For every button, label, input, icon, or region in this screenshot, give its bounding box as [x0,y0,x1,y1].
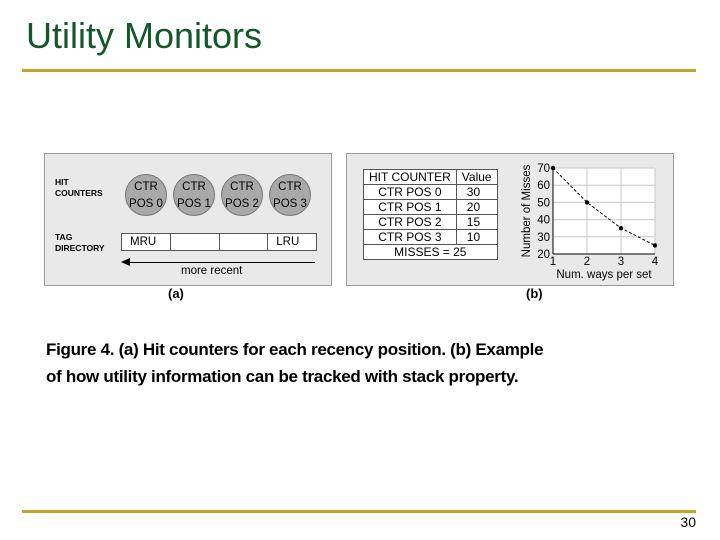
table-cell: 30 [456,185,497,200]
tag-cell [171,234,220,250]
tag-cell [220,234,269,250]
sub-label-a: (a) [168,286,184,301]
table-footer-row [364,245,498,260]
tag-cell-mru: MRU [122,234,171,250]
caption-line: Figure 4. (a) Hit counters for each recency position. (b) Example [46,340,544,359]
table-row [364,230,498,245]
counter-label: CTR [278,181,302,193]
hit-counters-label-line: HIT [55,177,69,187]
table-cell: CTR POS 0 [364,185,457,200]
tag-directory-label-line: TAG [55,232,73,242]
plot-area [553,168,655,254]
x-axis-label: Num. ways per set [556,269,652,281]
x-tick-label: 4 [651,256,659,268]
counter-label: POS 3 [273,198,307,210]
caption-line: of how utility information can be tracked with stack property. [46,367,519,386]
table-header: HIT COUNTER [364,170,457,185]
counter-pos-3 [269,174,311,216]
more-recent-label: more recent [181,265,243,277]
table-cell: CTR POS 1 [364,200,457,215]
hit-counter-table [363,169,498,260]
figure-caption [46,336,666,390]
y-tick-label: 20 [537,249,550,261]
tag-directory-label-line: DIRECTORY [55,243,105,253]
table-header-row [364,170,498,185]
counter-pos-2 [221,174,263,216]
table-cell: CTR POS 3 [364,230,457,245]
counter-pos-1 [173,174,215,216]
data-point [619,226,623,230]
counter-label: POS 1 [177,198,211,210]
table-header: Value [456,170,497,185]
panel-a [44,153,332,286]
y-tick-label: 50 [537,197,550,210]
y-tick-label: 60 [537,180,550,193]
page-number: 30 [680,514,696,530]
table-cell: CTR POS 2 [364,215,457,230]
data-point [585,200,589,204]
x-tick-label: 3 [617,256,625,268]
data-point [653,243,657,247]
panel-b [346,153,674,286]
arrow-line [129,262,315,263]
y-tick-label: 30 [537,231,550,244]
table-cell: 10 [456,230,497,245]
table-cell: 20 [456,200,497,215]
counter-label: CTR [134,181,158,193]
tag-directory-label [55,232,105,254]
tag-directory [121,233,317,251]
table-row [364,200,498,215]
slide-title: Utility Monitors [26,15,263,56]
sub-label-b: (b) [526,286,543,301]
counter-label: POS 2 [225,198,259,210]
data-point [551,166,555,170]
y-axis-label: Number of Misses [521,164,533,258]
hit-counters-label-line: COUNTERS [55,188,103,198]
footer-rule [22,510,696,513]
y-tick-label: 70 [537,163,550,175]
hit-counters-label [55,177,103,199]
counter-label: POS 0 [129,198,163,210]
title-rule [22,69,696,72]
counter-label: CTR [230,181,254,193]
table-cell: 15 [456,215,497,230]
tag-cell-lru: LRU [276,236,300,248]
counter-label: CTR [182,181,206,193]
x-tick-label: 2 [583,256,591,268]
table-row [364,185,498,200]
x-tick-label: 1 [549,256,557,268]
counter-pos-0 [125,174,167,216]
misses-total: MISSES = 25 [364,245,498,260]
table-row [364,215,498,230]
y-tick-label: 40 [537,214,550,227]
misses-chart [517,156,667,282]
